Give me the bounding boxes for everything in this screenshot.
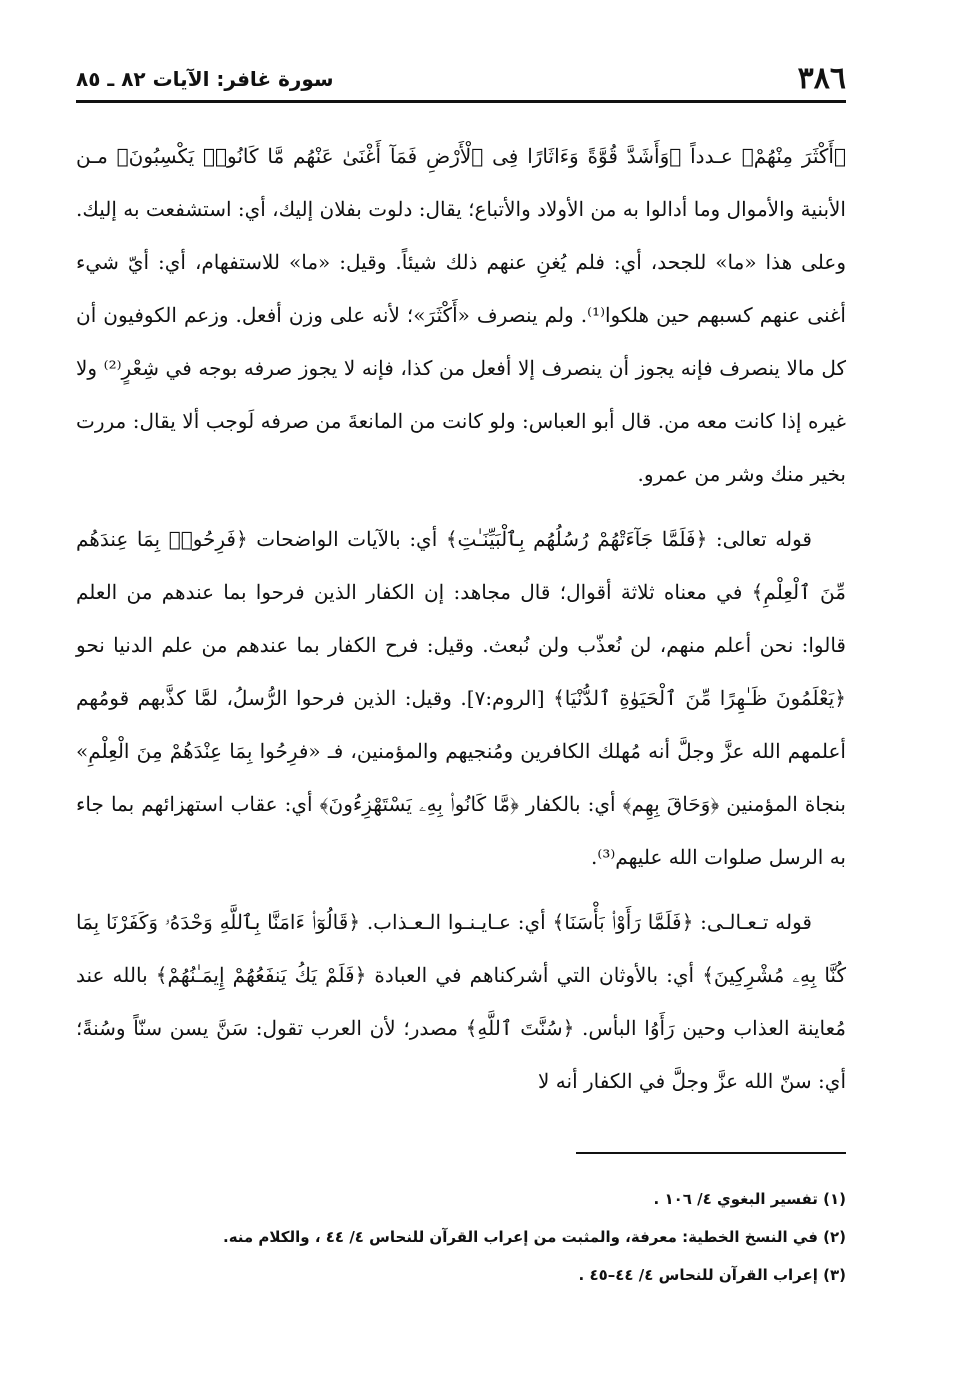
footnote-2: (٢) في النسخ الخطية: معرفة، والمثبت من إعراب القرآن للنحاس ٤/ ٤٤ ، والكلام منه.	[223, 1228, 846, 1246]
page-number: ٣٨٦	[797, 61, 846, 96]
page-header	[76, 60, 846, 103]
paragraph-3: قوله تـعـالـى: ﴿فَلَمَّا رَأَوْا۟ بَأْسَنَا﴾ أي: عـايـنـوا الـعـذاب. ﴿قَالُوٓا۟ ءَامَنَّا بِٱللَّهِ وَحْدَهُۥ وَكَفَرْنَا بِمَا كُنَّا بِهِۦ مُشْرِكِينَ﴾ أي: بالأوثان التي أشركناهم في العبادة ﴿فَلَمْ يَكُ يَنفَعُهُمْ إِيمَـٰنُهُمْ﴾ بالله عند مُعاينة العذاب وحين رَأَوُا البأس. ﴿سُنَّتَ ٱللَّهِ﴾ مصدر؛ لأن العرب تقول: سَنَّ يسن سنّاً وسُنةً؛ أي: سنّ الله عزَّ وجلَّ في الكفار أنه لا	[76, 910, 846, 1093]
paragraph-1: ﴿أَكْثَرَ مِنْهُمْ﴾ عـدداً ﴿وَأَشَدَّ قُوَّةً وَءَاثَارًا فِى ٱلْأَرْضِ فَمَآ أَغْنَىٰ عَنْهُم مَّا كَانُوا۟ يَكْسِبُونَ﴾ مـن الأبنية والأموال وما أدالوا به من الأولاد والأتباع؛ يقال: دلوت بفلان إليك، أي: استشفعت به إليك. وعلى هذا «ما» للجحد، أي: فلم يُغنِ عنهم ذلك شيئاً. وقيل: «ما» للاستفهام، أي: أيّ شيء أغنى عنهم كسبهم حين هلكوا⁽¹⁾. ولم ينصرف «أَكْثَرَ»؛ لأنه على وزن أفعل. وزعم الكوفيون أن كل مالا ينصرف فإنه يجوز أن ينصرف إلا أفعل من كذا، فإنه لا يجوز صرفه بوجه في شِعْرٍ⁽²⁾ ولا غيره إذا كانت معه من. قال أبو العباس: ولو كانت من المانعةَ من صرفه لَوجب ألا يقال: مررت بخير منك وشر من عمرو.	[76, 144, 846, 486]
footnote-divider	[576, 1152, 846, 1154]
main-text	[76, 130, 846, 1120]
footnote-1: (١) تفسير البغوي ٤/ ١٠٦ .	[653, 1190, 846, 1208]
footnotes	[76, 1180, 846, 1294]
running-title: سورة غافر: الآيات ٨٢ ـ ٨٥	[76, 67, 334, 91]
footnote-3: (٣) إعراب القرآن للنحاس ٤/ ٤٤–٤٥ .	[578, 1266, 846, 1284]
paragraph-2: قوله تعالى: ﴿فَلَمَّا جَآءَتْهُمْ رُسُلُهُم بِٱلْبَيِّنَـٰتِ﴾ أي: بالآيات الواضحات ﴿فَرِحُوا۟ بِمَا عِندَهُم مِّنَ ٱلْعِلْمِ﴾ في معناه ثلاثة أقوال؛ قال مجاهد: إن الكفار الذين فرحوا بما عندهم من العلم قالوا: نحن أعلم منهم، لن نُعذّب ولن نُبعث. وقيل: فرح الكفار بما عندهم من علم الدنيا نحو ﴿يَعْلَمُونَ ظَـٰهِرًا مِّنَ ٱلْحَيَوٰةِ ٱلدُّنْيَا﴾ [الروم:٧]. وقيل: الذين فرحوا الرُّسلُ، لمَّا كذَّبهم قومُهم أعلمهم الله عزَّ وجلَّ أنه مُهلك الكافرين ومُنجيهم والمؤمنين، فـ «فرِحُوا بِمَا عِنْدَهُمْ مِنَ الْعِلْمِ» بنجاة المؤمنين ﴿وَحَاقَ بِهِم﴾ أي: بالكفار ﴿مَّا كَانُوا۟ بِهِۦ يَسْتَهْزِءُونَ﴾ أي: عقاب استهزائهم بما جاء به الرسل صلوات الله عليهم⁽³⁾.	[76, 527, 846, 869]
